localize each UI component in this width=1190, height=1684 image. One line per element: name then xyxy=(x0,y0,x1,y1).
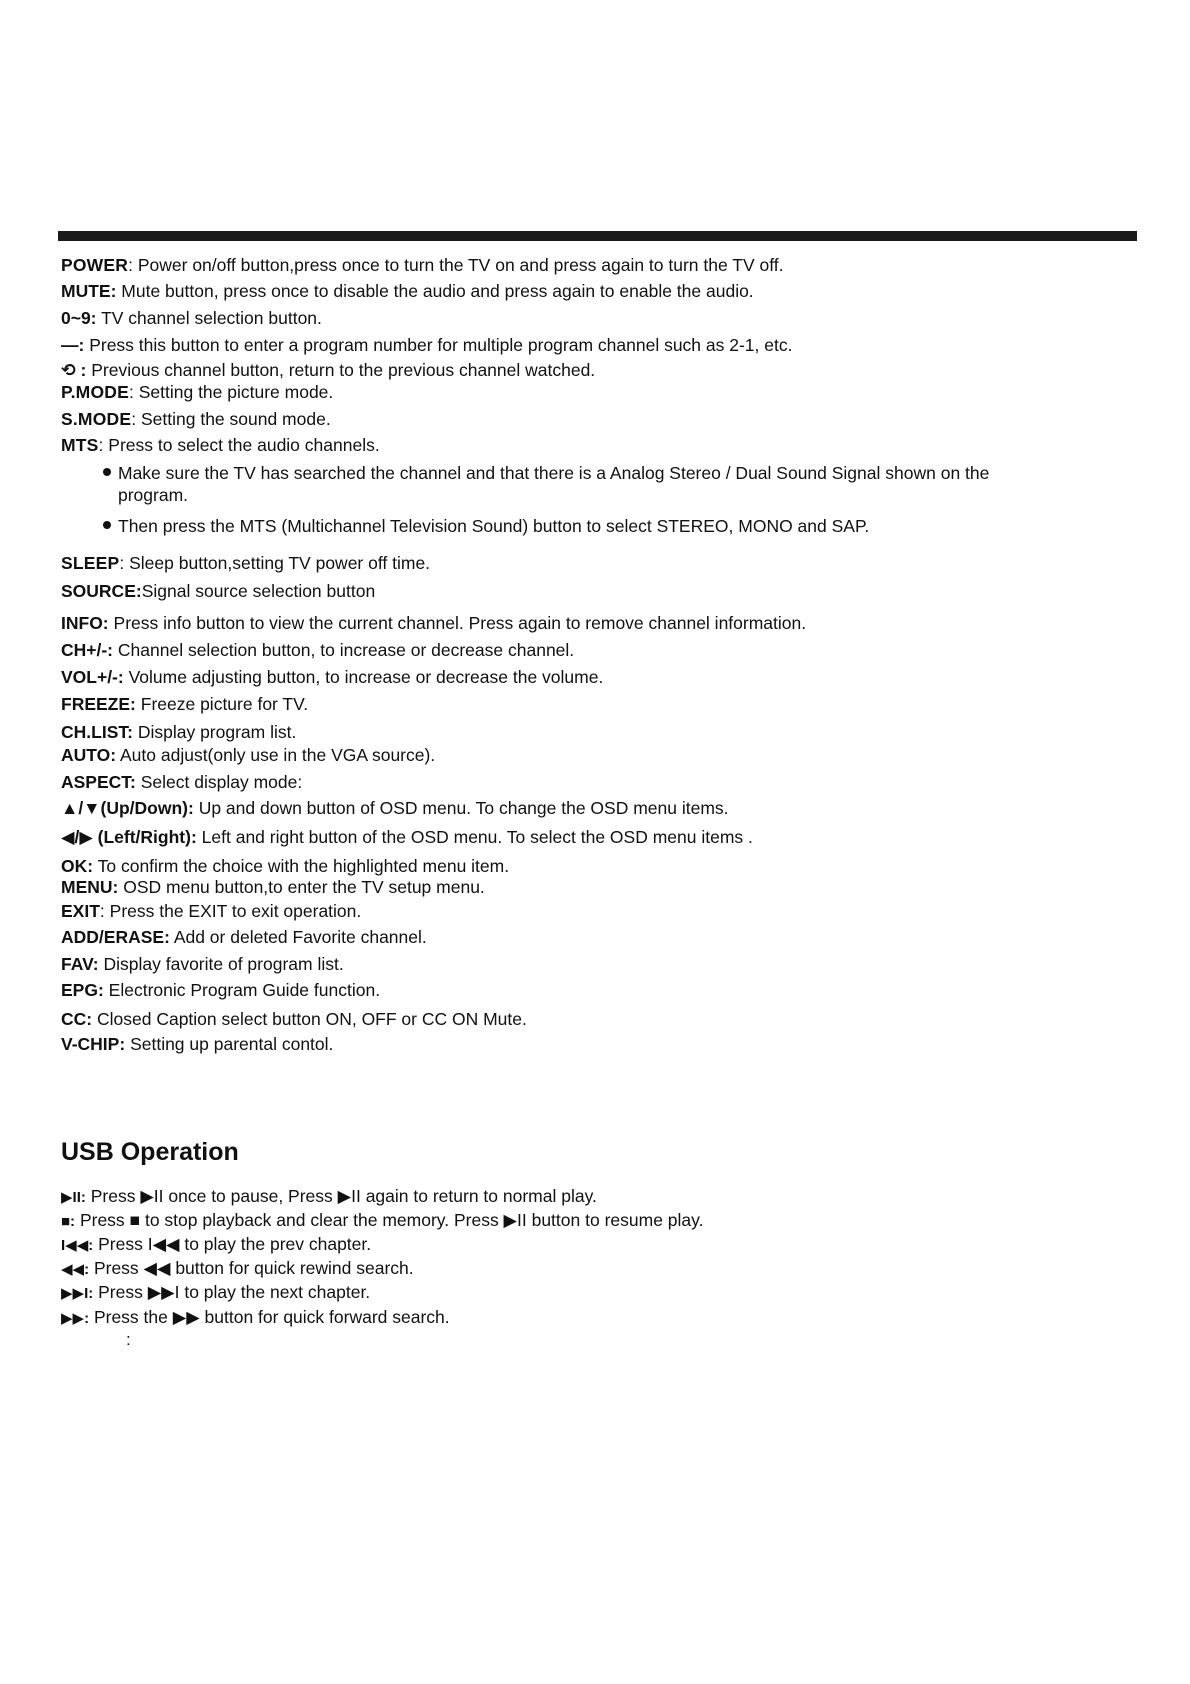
button-key: POWER xyxy=(61,255,129,275)
fast-forward-icon: ▶▶: xyxy=(61,1310,90,1327)
button-row-vchip xyxy=(61,1033,333,1055)
button-key: CC: xyxy=(61,1009,93,1029)
button-key: FREEZE: xyxy=(61,694,136,714)
usb-row-prev xyxy=(61,1233,371,1257)
button-desc: Select display mode: xyxy=(140,772,303,792)
up-down-arrows-icon: ▲/▼(Up/Down): xyxy=(61,798,194,818)
bullet-icon xyxy=(103,468,111,476)
button-key: CH+/-: xyxy=(61,640,114,660)
button-desc: Signal source selection button xyxy=(141,581,376,601)
button-row-updown xyxy=(61,797,729,819)
button-desc: Mute button, press once to disable the audio and press again to enable the audio. xyxy=(121,281,754,301)
left-right-arrows-icon: ◀/▶ (Left/Right): xyxy=(61,827,197,847)
button-row-smode: S.MODE: Setting the sound mode. xyxy=(61,409,331,429)
button-row-ch xyxy=(61,639,574,661)
button-key: FAV: xyxy=(61,954,99,974)
button-key: AUTO: xyxy=(61,745,117,765)
button-row-fav xyxy=(61,953,344,975)
return-icon: ⟲ : xyxy=(61,360,87,380)
button-row-power: POWER: Power on/off button,press once to turn the TV on and press again to turn the TV off. xyxy=(61,255,784,275)
button-desc: Up and down button of OSD menu. To change the OSD menu items. xyxy=(198,798,729,818)
button-key: V-CHIP: xyxy=(61,1034,126,1054)
button-desc: Display program list. xyxy=(137,722,297,742)
play-pause-icon: ▶II: xyxy=(61,1189,86,1206)
button-row-ok xyxy=(61,855,509,877)
button-row-sleep: SLEEP: Sleep button,setting TV power off time. xyxy=(61,553,431,573)
button-key: EPG: xyxy=(61,980,104,1000)
button-row-mute xyxy=(61,280,754,302)
usb-desc: Press ■ to stop playback and clear the memory. Press ▶II button to resume play. xyxy=(79,1210,704,1230)
button-key: —: xyxy=(61,335,85,355)
button-key: OK: xyxy=(61,856,94,876)
button-key: ADD/ERASE: xyxy=(61,927,170,947)
usb-row-rewind xyxy=(61,1257,414,1281)
usb-row-stop xyxy=(61,1209,703,1233)
button-row-epg xyxy=(61,979,380,1001)
usb-desc: Press ▶II once to pause, Press ▶II again to return to normal play. xyxy=(90,1186,597,1206)
button-desc: Sleep button,setting TV power off time. xyxy=(129,553,431,573)
usb-desc: Press ◀◀ button for quick rewind search. xyxy=(93,1258,414,1278)
button-desc: Left and right button of the OSD menu. To select the OSD menu items . xyxy=(201,827,753,847)
button-desc: Previous channel button, return to the previous channel watched. xyxy=(91,360,596,380)
button-key: ASPECT: xyxy=(61,772,136,792)
button-row-pmode: P.MODE: Setting the picture mode. xyxy=(61,382,334,402)
mts-bullet: Then press the MTS (Multichannel Television Sound) button to select STEREO, MONO and SAP. xyxy=(103,515,1018,537)
button-key: P.MODE xyxy=(61,382,129,402)
button-key: MTS xyxy=(61,435,99,455)
button-desc: Freeze picture for TV. xyxy=(140,694,309,714)
button-row-exit: EXIT: Press the EXIT to exit operation. xyxy=(61,901,362,921)
button-desc: Electronic Program Guide function. xyxy=(108,980,381,1000)
button-desc: Setting up parental contol. xyxy=(130,1034,334,1054)
button-row-menu xyxy=(61,876,485,898)
usb-desc: Press the ▶▶ button for quick forward search. xyxy=(93,1307,450,1327)
button-desc: Press this button to enter a program number for multiple program channel such as 2-1, etc. xyxy=(89,335,793,355)
button-row-cc xyxy=(61,1008,527,1030)
button-row-leftright xyxy=(61,826,753,848)
button-key: SLEEP xyxy=(61,553,120,573)
usb-section-title: USB Operation xyxy=(61,1138,239,1166)
button-row-auto xyxy=(61,744,435,766)
stop-icon: ■: xyxy=(61,1213,76,1230)
button-desc: Press the EXIT to exit operation. xyxy=(109,901,362,921)
usb-row-forward xyxy=(61,1306,450,1330)
button-desc: Closed Caption select button ON, OFF or CC ON Mute. xyxy=(96,1009,527,1029)
rewind-icon: ◀◀: xyxy=(61,1261,90,1278)
button-desc: OSD menu button,to enter the TV setup menu. xyxy=(123,877,485,897)
button-row-vol xyxy=(61,666,603,688)
button-row-dash xyxy=(61,334,792,356)
bullet-icon xyxy=(103,521,111,529)
button-row-chlist xyxy=(61,721,296,743)
button-desc: Setting the picture mode. xyxy=(138,382,334,402)
button-desc: Auto adjust(only use in the VGA source). xyxy=(120,745,436,765)
button-row-previous-channel xyxy=(61,359,595,381)
button-row-mts: MTS: Press to select the audio channels. xyxy=(61,435,380,455)
button-row-digits xyxy=(61,307,322,329)
button-key: MENU: xyxy=(61,877,119,897)
button-key: 0~9: xyxy=(61,308,97,328)
next-chapter-icon: ▶▶I: xyxy=(61,1285,94,1302)
button-key: INFO: xyxy=(61,613,109,633)
button-desc: Display favorite of program list. xyxy=(103,954,344,974)
header-bar xyxy=(58,231,1137,241)
mts-bullet: Make sure the TV has searched the channel and that there is a Analog Stereo / Dual Sound Signal shown on the program. xyxy=(103,462,1018,506)
button-desc: Press to select the audio channels. xyxy=(108,435,380,455)
button-desc: Power on/off button,press once to turn the TV on and press again to turn the TV off. xyxy=(137,255,784,275)
button-row-source xyxy=(61,580,375,602)
button-desc: Press info button to view the current channel. Press again to remove channel information. xyxy=(113,613,807,633)
usb-row-next xyxy=(61,1281,370,1305)
button-key: EXIT xyxy=(61,901,100,921)
button-key: CH.LIST: xyxy=(61,722,133,742)
usb-desc: Press ▶▶I to play the next chapter. xyxy=(98,1282,371,1302)
button-key: MUTE: xyxy=(61,281,117,301)
prev-chapter-icon: I◀◀: xyxy=(61,1237,94,1254)
button-row-freeze xyxy=(61,693,308,715)
usb-desc: Press I◀◀ to play the prev chapter. xyxy=(98,1234,372,1254)
button-desc: Channel selection button, to increase or decrease channel. xyxy=(117,640,575,660)
button-row-aspect xyxy=(61,771,302,793)
button-row-add-erase xyxy=(61,926,427,948)
button-desc: TV channel selection button. xyxy=(101,308,322,328)
button-key: S.MODE xyxy=(61,409,132,429)
button-desc: Add or deleted Favorite channel. xyxy=(173,927,427,947)
button-desc: Setting the sound mode. xyxy=(140,409,331,429)
button-key: SOURCE: xyxy=(61,581,142,601)
button-key: VOL+/-: xyxy=(61,667,124,687)
button-desc: To confirm the choice with the highlighted menu item. xyxy=(97,856,510,876)
button-row-info xyxy=(61,612,806,634)
usb-row-play-pause xyxy=(61,1185,597,1209)
button-desc: Volume adjusting button, to increase or decrease the volume. xyxy=(128,667,604,687)
stray-colon: : xyxy=(126,1330,131,1349)
